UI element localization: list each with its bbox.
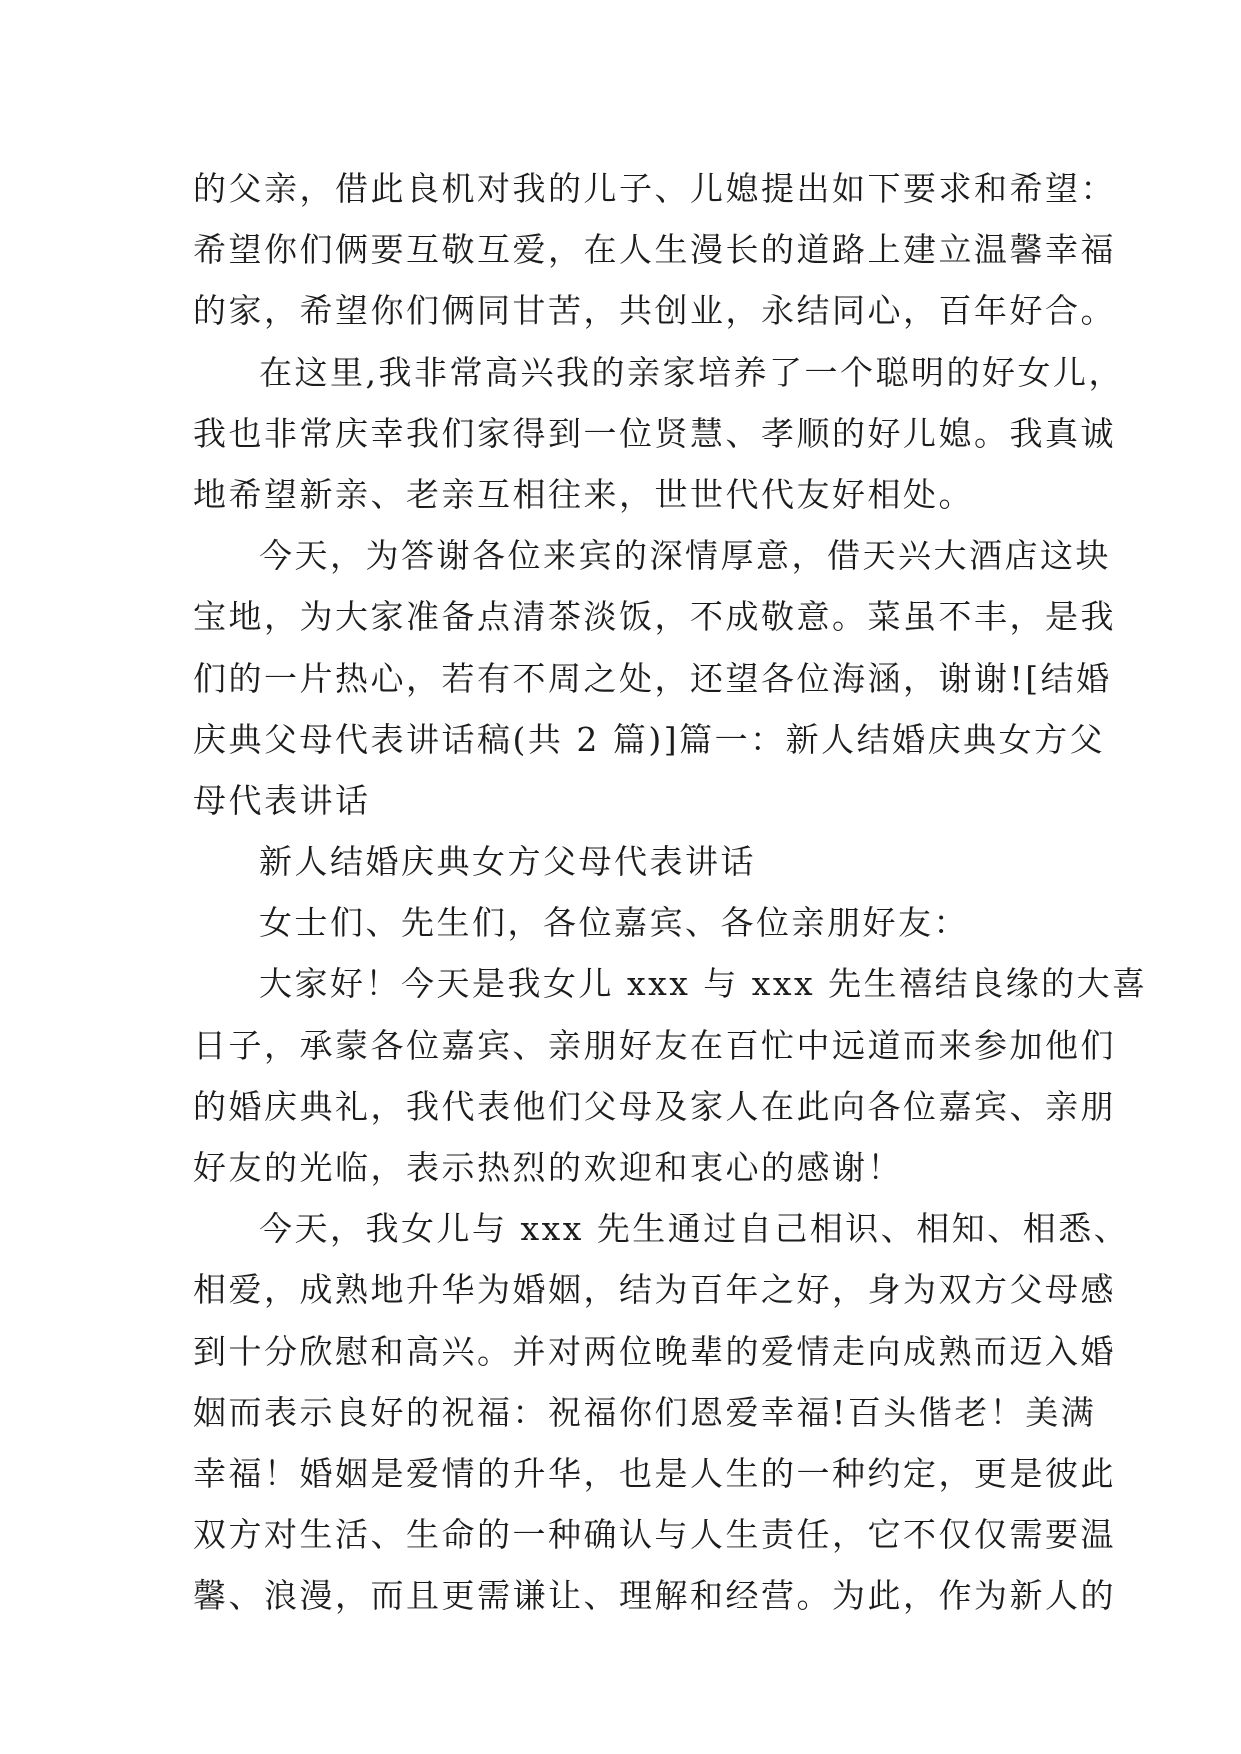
paragraph-start-line: 大家好！今天是我女儿 xxx 与 xxx 先生禧结良缘的大喜 <box>259 964 1148 1004</box>
text-line: 姻而表示良好的祝福：祝福你们恩爱幸福!百头偕老！美满 <box>193 1392 1097 1432</box>
paragraph-start-line: 今天，我女儿与 xxx 先生通过自己相识、相知、相悉、 <box>259 1209 1130 1249</box>
text-line: 的父亲，借此良机对我的儿子、儿媳提出如下要求和希望： <box>193 169 1116 208</box>
text-line: 双方对生活、生命的一种确认与人生责任，它不仅仅需要温 <box>193 1515 1116 1555</box>
paragraph-start-line: 在这里,我非常高兴我的亲家培养了一个聪明的好女儿， <box>259 352 1124 392</box>
text-line: 幸福！婚姻是爱情的升华，也是人生的一种约定，更是彼此 <box>193 1453 1116 1493</box>
text-line: 到十分欣慰和高兴。并对两位晚辈的爱情走向成熟而迈入婚 <box>193 1331 1116 1371</box>
paragraph-start-line: 今天，为答谢各位来宾的深情厚意，借天兴大酒店这块 <box>259 536 1111 576</box>
text-line: 庆典父母代表讲话稿(共 2 篇)]篇一：新人结婚庆典女方父 <box>193 719 1106 759</box>
text-line: 好友的光临，表示热烈的欢迎和衷心的感谢！ <box>193 1148 903 1187</box>
section-heading: 新人结婚庆典女方父母代表讲话 <box>259 842 756 882</box>
text-line: 日子，承蒙各位嘉宾、亲朋好友在百忙中远道而来参加他们 <box>193 1025 1116 1065</box>
text-line: 们的一片热心，若有不周之处，还望各位海涵，谢谢![结婚 <box>193 658 1112 698</box>
text-line: 希望你们俩要互敬互爱，在人生漫长的道路上建立温馨幸福 <box>193 230 1116 270</box>
text-line: 的婚庆典礼，我代表他们父母及家人在此向各位嘉宾、亲朋 <box>193 1086 1116 1126</box>
text-line: 宝地，为大家准备点清茶淡饭，不成敬意。菜虽不丰，是我 <box>193 597 1116 637</box>
document-body <box>193 158 1148 1627</box>
text-line: 馨、浪漫，而且更需谦让、理解和经营。为此，作为新人的 <box>193 1576 1116 1616</box>
salutation-line: 女士们、先生们，各位嘉宾、各位亲朋好友： <box>259 903 969 943</box>
text-line: 母代表讲话 <box>193 780 371 820</box>
text-line: 地希望新亲、老亲互相往来，世世代代友好相处。 <box>193 474 974 514</box>
text-line: 的家，希望你们俩同甘苦，共创业，永结同心，百年好合。 <box>193 291 1116 331</box>
text-line: 我也非常庆幸我们家得到一位贤慧、孝顺的好儿媳。我真诚 <box>193 413 1116 453</box>
text-line: 相爱，成熟地升华为婚姻，结为百年之好，身为双方父母感 <box>193 1270 1116 1310</box>
